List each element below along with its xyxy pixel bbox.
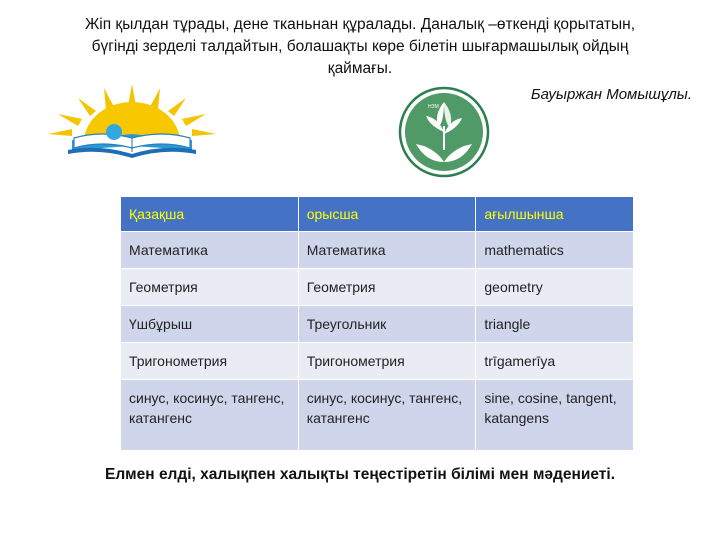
table-cell: Математика (298, 232, 476, 269)
table-cell: Геометрия (121, 269, 299, 306)
header-russian: орысша (298, 197, 476, 232)
header-english: ағылшынша (476, 197, 634, 232)
table-header-row (121, 197, 634, 232)
table-row (121, 380, 634, 451)
plant-hands-logo (398, 86, 490, 178)
table-cell: geometry (476, 269, 634, 306)
table-cell: Үшбұрыш (121, 306, 299, 343)
sun-book-logo (44, 82, 220, 160)
table-row (121, 232, 634, 269)
table-cell: Тригонометрия (298, 343, 476, 380)
table-cell: Треугольник (298, 306, 476, 343)
table-cell: синус, косинус, тангенс, катангенс (121, 380, 299, 451)
table-cell: sine, cosine, tangent, katangens (476, 380, 634, 451)
table-cell: синус, косинус, тангенс, катангенс (298, 380, 476, 451)
table-cell: Тригонометрия (121, 343, 299, 380)
quote-author: Бауыржан Момышұлы. (530, 86, 692, 103)
table-cell: Математика (121, 232, 299, 269)
table-cell: Геометрия (298, 269, 476, 306)
epigraph-quote (30, 14, 690, 80)
table-cell: trīgamerīya (476, 343, 634, 380)
table-cell: mathematics (476, 232, 634, 269)
quote-line-1: Жіп қылдан тұрады, дене тканьнан құралады. Даналық –өткенді қорытатын, (84, 16, 636, 33)
quote-line-3: қаймағы. (327, 60, 393, 77)
motto-text: Елмен елді, халықпен халықты теңестіретін білімі мен мәдениеті. (105, 466, 615, 483)
table-row (121, 343, 634, 380)
header-kazakh: Қазақша (121, 197, 299, 232)
quote-line-2: бүгінді зерделі талдайтын, болашақты көре білетін шығармашылық ойдың (91, 38, 629, 55)
table-cell: triangle (476, 306, 634, 343)
table-row (121, 269, 634, 306)
vocabulary-table (120, 196, 634, 451)
svg-text:НЗМ: НЗМ (428, 104, 439, 110)
table-row (121, 306, 634, 343)
